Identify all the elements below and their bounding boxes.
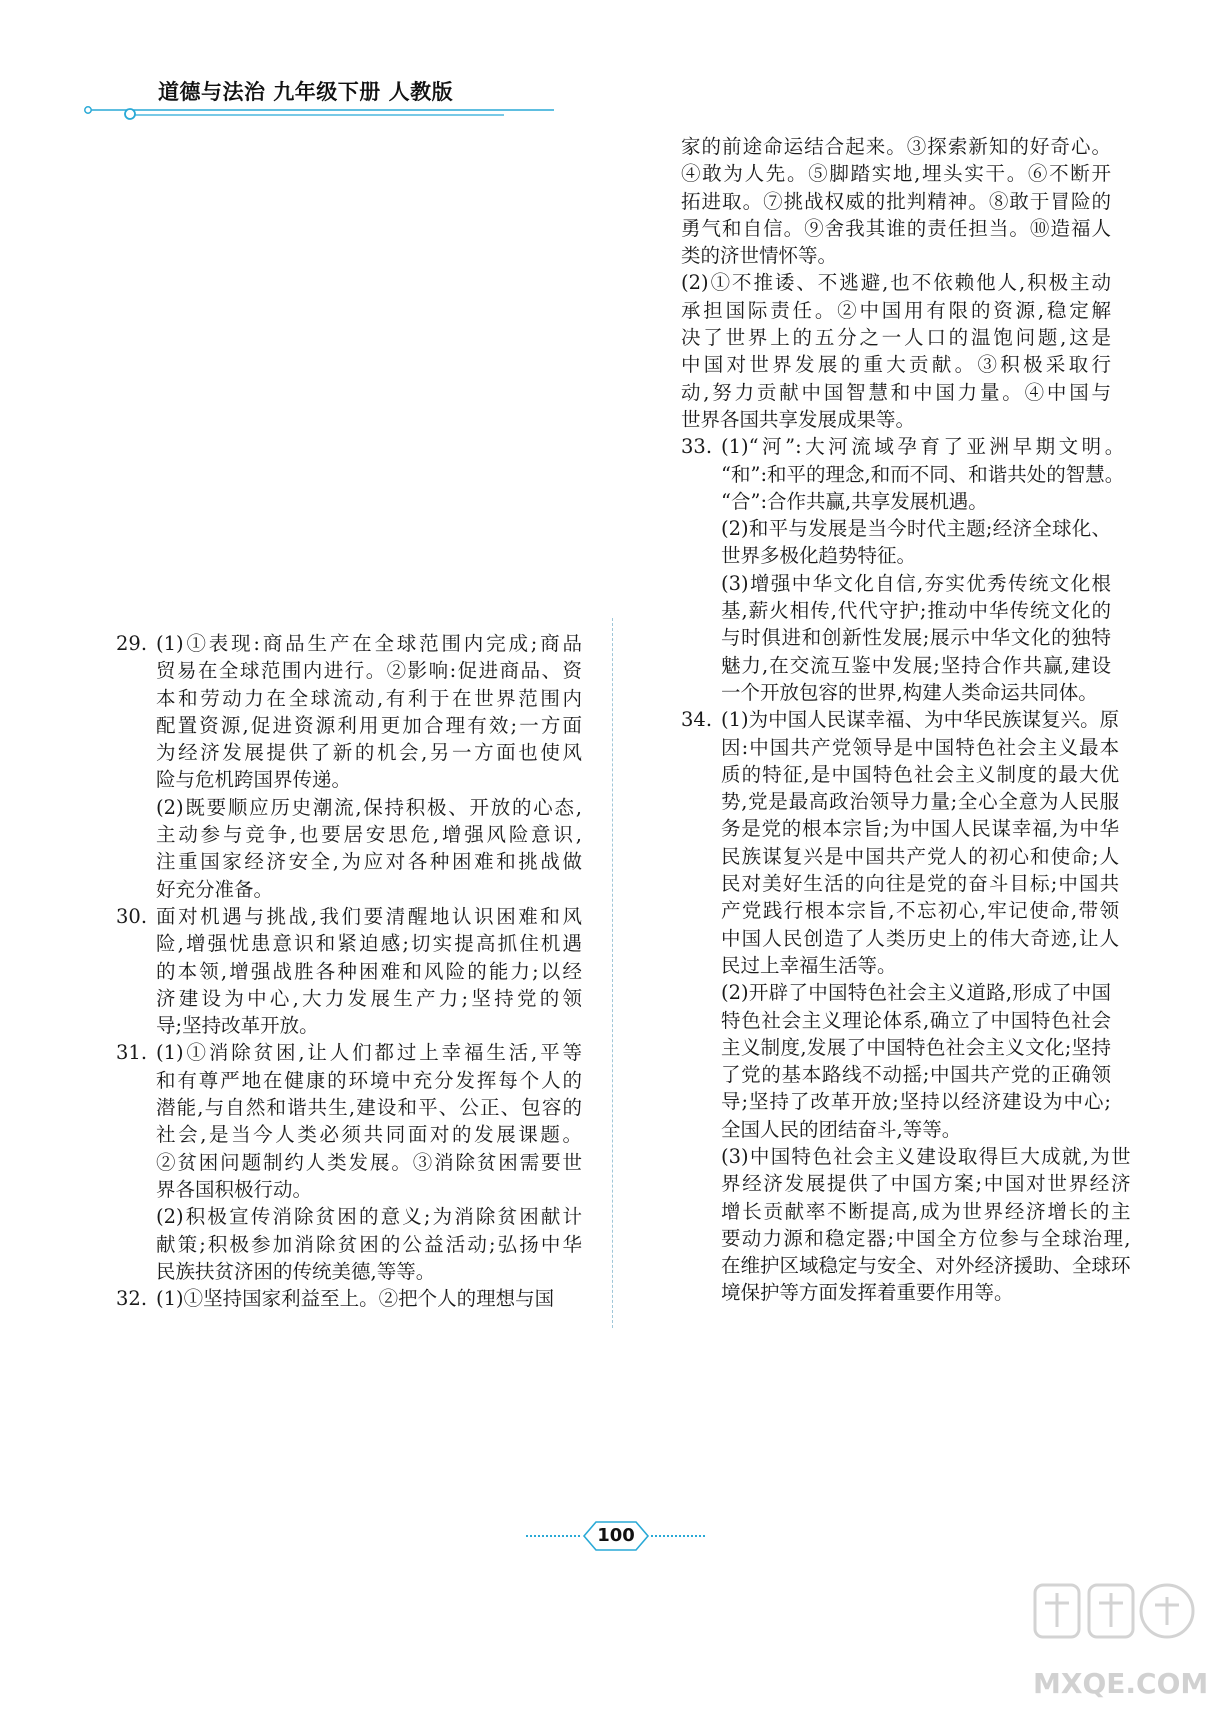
header-line-decoration <box>84 100 554 122</box>
text-line: 险,增强忧患意识和紧迫感;切实提高抓住机遇 <box>156 932 582 956</box>
page-number: 100 <box>597 1525 635 1546</box>
text-line: 界各国积极行动。 <box>156 1177 313 1201</box>
answer-paragraph <box>721 979 1111 1143</box>
text-line: 献策;积极参加消除贫困的公益活动;弘扬中华 <box>156 1232 582 1256</box>
text-line: 魅力,在交流互鉴中发展;坚持合作共赢,建设 <box>721 653 1111 677</box>
text-line: 导;坚持改革开放。 <box>156 1014 319 1038</box>
text-line: 全国人民的团结奋斗,等等。 <box>721 1117 962 1141</box>
answer-paragraph <box>156 794 582 903</box>
text-line: 世界多极化趋势特征。 <box>721 544 917 568</box>
answer-paragraph <box>681 269 1111 433</box>
text-line: (1)①消除贫困,让人们都过上幸福生活,平等 <box>156 1041 582 1065</box>
text-line: 世界各国共享发展成果等。 <box>681 407 916 431</box>
text-line: (3)增强中华文化自信,夯实优秀传统文化根 <box>721 571 1111 595</box>
answer-paragraph <box>721 1143 1131 1307</box>
text-line: 境保护等方面发挥着重要作用等。 <box>721 1281 1014 1305</box>
question-number: 32. <box>116 1287 148 1311</box>
text-line: 的本领,增强战胜各种困难和风险的能力;以经 <box>156 959 582 983</box>
text-line: (1)“河”:大河流域孕育了亚洲早期文明。 <box>721 435 1125 459</box>
answer-item <box>681 706 1120 979</box>
text-line: “合”:合作共赢,共享发展机遇。 <box>721 489 988 513</box>
text-line: 一个开放包容的世界,构建人类命运共同体。 <box>721 680 1098 704</box>
left-column <box>116 630 582 1312</box>
text-line: ④敢为人先。⑤脚踏实地,埋头实干。⑥不断开 <box>681 162 1111 186</box>
answer-paragraph <box>681 133 1111 269</box>
text-line: 与时俱进和创新性发展;展示中华文化的独特 <box>721 626 1111 650</box>
text-line: 险与危机跨国界传递。 <box>156 768 352 792</box>
text-line: 配置资源,促进资源利用更加合理有效;一方面 <box>156 713 582 737</box>
answer-paragraph <box>721 570 1111 706</box>
question-number: 34. <box>681 708 713 732</box>
text-line: (2)既要顺应历史潮流,保持积极、开放的心态, <box>156 795 582 819</box>
answer-item <box>681 433 1125 515</box>
text-line: 潜能,与自然和谐共生,建设和平、公正、包容的 <box>156 1096 582 1120</box>
text-line: (3)中国特色社会主义建设取得巨大成就,为世 <box>721 1144 1131 1168</box>
text-line: “和”:和平的理念,和而不同、和谐共处的智慧。 <box>721 462 1125 486</box>
text-line: 在维护区域稳定与安全、对外经济援助、全球环 <box>721 1254 1131 1278</box>
text-line: 中国对世界发展的重大贡献。③积极采取行 <box>681 353 1111 377</box>
text-line: 中国人民创造了人类历史上的伟大奇迹,让人 <box>721 926 1120 950</box>
answer-paragraph <box>721 515 1111 570</box>
text-line: 贸易在全球范围内进行。②影响:促进商品、资 <box>156 659 582 683</box>
text-line: 势,党是最高政治领导力量;全心全意为人民服 <box>721 790 1120 814</box>
question-number: 29. <box>116 632 148 655</box>
text-line: 决了世界上的五分之一人口的温饱问题,这是 <box>681 326 1111 350</box>
text-line: (1)①表现:商品生产在全球范围内完成;商品 <box>156 632 582 655</box>
text-line: 增长贡献率不断提高,成为世界经济增长的主 <box>721 1199 1131 1223</box>
text-line: 民过上幸福生活等。 <box>721 953 897 977</box>
text-line: 要动力源和稳定器;中国全方位参与全球治理, <box>721 1226 1131 1250</box>
question-number: 30. <box>116 904 148 928</box>
watermark-logo <box>1015 1575 1215 1715</box>
text-line: 务是党的根本宗旨;为中国人民谋幸福,为中华 <box>721 817 1120 841</box>
question-number: 33. <box>681 435 713 459</box>
text-line: 济建设为中心,大力发展生产力;坚持党的领 <box>156 986 582 1010</box>
text-line: 产党践行根本宗旨,不忘初心,牢记使命,带领 <box>721 899 1120 923</box>
text-line: 类的济世情怀等。 <box>681 244 838 268</box>
text-line: 勇气和自信。⑨舍我其谁的责任担当。⑩造福人 <box>681 216 1111 240</box>
text-line: 家的前途命运结合起来。③探索新知的好奇心。 <box>681 135 1111 158</box>
text-line: (2)开辟了中国特色社会主义道路,形成了中国 <box>721 981 1111 1005</box>
answer-item <box>116 1039 582 1203</box>
text-line: (2)积极宣传消除贫困的意义;为消除贫困献计 <box>156 1205 582 1229</box>
text-line: ②贫困问题制约人类发展。③消除贫困需要世 <box>156 1150 582 1174</box>
text-line: 特色社会主义理论体系,确立了中国特色社会 <box>721 1008 1111 1032</box>
text-line: 社会,是当今人类必须共同面对的发展课题。 <box>156 1123 582 1147</box>
answer-item <box>116 630 582 794</box>
text-line: 拓进取。⑦挑战权威的批判精神。⑧敢于冒险的 <box>681 189 1111 213</box>
text-line: 民对美好生活的向往是党的奋斗目标;中国共 <box>721 872 1120 896</box>
text-line: (1)①坚持国家利益至上。②把个人的理想与国 <box>156 1287 555 1311</box>
text-line: 民族扶贫济困的传统美德,等等。 <box>156 1259 436 1283</box>
text-line: (2)①不推诿、不逃避,也不依赖他人,积极主动 <box>681 271 1111 295</box>
text-line: 主动参与竞争,也要居安思危,增强风险意识, <box>156 823 582 847</box>
text-line: 民族谋复兴是中国共产党人的初心和使命;人 <box>721 844 1120 868</box>
answer-paragraph <box>156 1203 582 1285</box>
text-line: 为经济发展提供了新的机会,另一方面也使风 <box>156 741 582 765</box>
page-number-badge <box>526 1516 706 1556</box>
text-line: 导;坚持了改革开放;坚持以经济建设为中心; <box>721 1090 1111 1114</box>
text-line: 好充分准备。 <box>156 877 274 901</box>
watermark-text: MXQE.COM <box>1033 1667 1209 1700</box>
text-line: 主义制度,发展了中国特色社会主义文化;坚持 <box>721 1035 1111 1059</box>
column-divider <box>612 618 613 1328</box>
text-line: 因:中国共产党领导是中国特色社会主义最本 <box>721 735 1120 759</box>
text-line: 了党的基本路线不动摇;中国共产党的正确领 <box>721 1063 1111 1087</box>
book-title: 道德与法治 九年级下册 人教版 <box>158 80 454 104</box>
text-line: 质的特征,是中国特色社会主义制度的最大优 <box>721 762 1120 786</box>
text-line: 本和劳动力在全球流动,有利于在世界范围内 <box>156 686 582 710</box>
answer-item <box>116 903 582 1039</box>
question-number: 31. <box>116 1041 148 1065</box>
text-line: 注重国家经济安全,为应对各种困难和挑战做 <box>156 850 582 874</box>
text-line: 承担国际责任。②中国用有限的资源,稳定解 <box>681 298 1111 322</box>
text-line: 界经济发展提供了中国方案;中国对世界经济 <box>721 1172 1131 1196</box>
text-line: 基,薪火相传,代代守护;推动中华传统文化的 <box>721 599 1111 623</box>
text-line: 面对机遇与挑战,我们要清醒地认识困难和风 <box>156 904 582 928</box>
text-line: (2)和平与发展是当今时代主题;经济全球化、 <box>721 517 1111 541</box>
text-line: (1)为中国人民谋幸福、为中华民族谋复兴。原 <box>721 708 1120 732</box>
text-line: 和有尊严地在健康的环境中充分发挥每个人的 <box>156 1068 582 1092</box>
answer-item <box>116 1285 582 1312</box>
right-column <box>681 133 1131 1307</box>
text-line: 动,努力贡献中国智慧和中国力量。④中国与 <box>681 380 1111 404</box>
